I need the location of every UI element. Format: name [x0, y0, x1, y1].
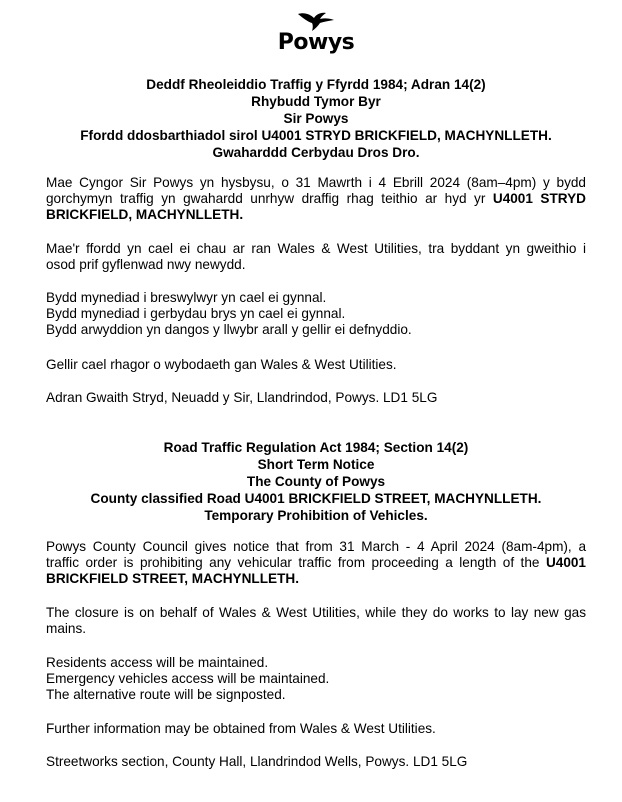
welsh-heading-county: Sir Powys	[283, 111, 349, 126]
english-p1-line2-text: traffic order is prohibiting any vehicular traffic from proceeding a length of the	[46, 555, 546, 570]
kite-bird-icon	[296, 10, 336, 32]
english-p1-line1: Powys County Council gives notice that from 31 March - 4 April 2024 (8am-4pm), a	[46, 539, 586, 554]
welsh-p1-line1: Mae Cyngor Sir Powys yn hysbysu, o 31 Mawrth i 4 Ebrill 2024 (8am–4pm) y bydd	[46, 175, 586, 190]
welsh-p1-line3	[46, 207, 586, 223]
welsh-access-residents: Bydd mynediad i breswylwyr yn cael ei gynnal.	[46, 290, 327, 305]
welsh-road-name: U4001 STRYD	[492, 191, 586, 206]
welsh-address: Adran Gwaith Stryd, Neuadd y Sir, Llandrindod, Powys. LD1 5LG	[46, 390, 438, 405]
welsh-road-town: BRICKFIELD, MACHYNLLETH.	[46, 207, 244, 222]
english-heading-county: The County of Powys	[246, 474, 386, 489]
english-paragraph-notice	[46, 539, 586, 587]
welsh-heading	[30, 76, 602, 161]
english-paragraph-access	[46, 655, 586, 703]
english-p2-line2: mains.	[46, 621, 87, 636]
welsh-p2-line2: osod prif gyflenwad nwy newydd.	[46, 257, 246, 272]
english-heading-notice-type: Short Term Notice	[257, 457, 375, 472]
english-road-town: BRICKFIELD STREET, MACHYNLLETH.	[46, 571, 299, 586]
logo-wordmark: Powys	[277, 30, 355, 55]
english-access-signposted: The alternative route will be signposted.	[46, 687, 286, 702]
welsh-paragraph-address	[46, 390, 586, 406]
welsh-access-signposted: Bydd arwyddion yn dangos y llwybr arall y gellir ei defnyddio.	[46, 322, 412, 337]
english-access-residents: Residents access will be maintained.	[46, 655, 269, 670]
welsh-paragraph-reason	[46, 241, 586, 273]
welsh-heading-notice-type: Rhybudd Tymor Byr	[251, 94, 381, 109]
english-access-emergency: Emergency vehicles access will be maintained.	[46, 671, 330, 686]
english-paragraph-info	[46, 721, 586, 737]
welsh-p1-line2	[46, 191, 586, 207]
english-heading-road: County classified Road U4001 BRICKFIELD STREET, MACHYNLLETH.	[90, 491, 542, 506]
english-heading-act: Road Traffic Regulation Act 1984; Section 14(2)	[163, 440, 469, 455]
welsh-paragraph-info	[46, 357, 586, 373]
welsh-heading-road: Ffordd ddosbarthiadol sirol U4001 STRYD BRICKFIELD, MACHYNLLETH.	[80, 128, 552, 143]
english-further-info: Further information may be obtained from Wales & West Utilities.	[46, 721, 436, 736]
english-p2-line1: The closure is on behalf of Wales & West Utilities, while they do works to lay new gas	[46, 605, 586, 620]
english-paragraph-reason	[46, 605, 586, 637]
welsh-p2-line1: Mae'r ffordd yn cael ei chau ar ran Wales & West Utilities, tra byddant yn gweithio i	[46, 241, 586, 256]
welsh-access-emergency: Bydd mynediad i gerbydau brys yn cael ei gynnal.	[46, 306, 346, 321]
powys-logo	[276, 10, 356, 60]
welsh-p1-line2-text: gorchymyn traffig yn gwahardd unrhyw draffig rhag teithio ar hyd yr	[46, 191, 493, 206]
welsh-heading-act: Deddf Rheoleiddio Traffig y Ffyrdd 1984; Adran 14(2)	[146, 77, 486, 92]
english-heading-prohibition: Temporary Prohibition of Vehicles.	[204, 508, 428, 523]
english-address: Streetworks section, County Hall, Llandrindod Wells, Powys. LD1 5LG	[46, 754, 468, 769]
english-heading	[30, 439, 602, 524]
welsh-paragraph-access	[46, 290, 586, 338]
english-road-name: U4001	[545, 555, 586, 570]
welsh-paragraph-notice	[46, 175, 586, 223]
english-paragraph-address	[46, 754, 586, 770]
english-p1-line2	[46, 555, 586, 571]
english-p1-line3	[46, 571, 586, 587]
welsh-further-info: Gellir cael rhagor o wybodaeth gan Wales & West Utilities.	[46, 357, 397, 372]
welsh-heading-prohibition: Gwaharddd Cerbydau Dros Dro.	[212, 145, 420, 160]
